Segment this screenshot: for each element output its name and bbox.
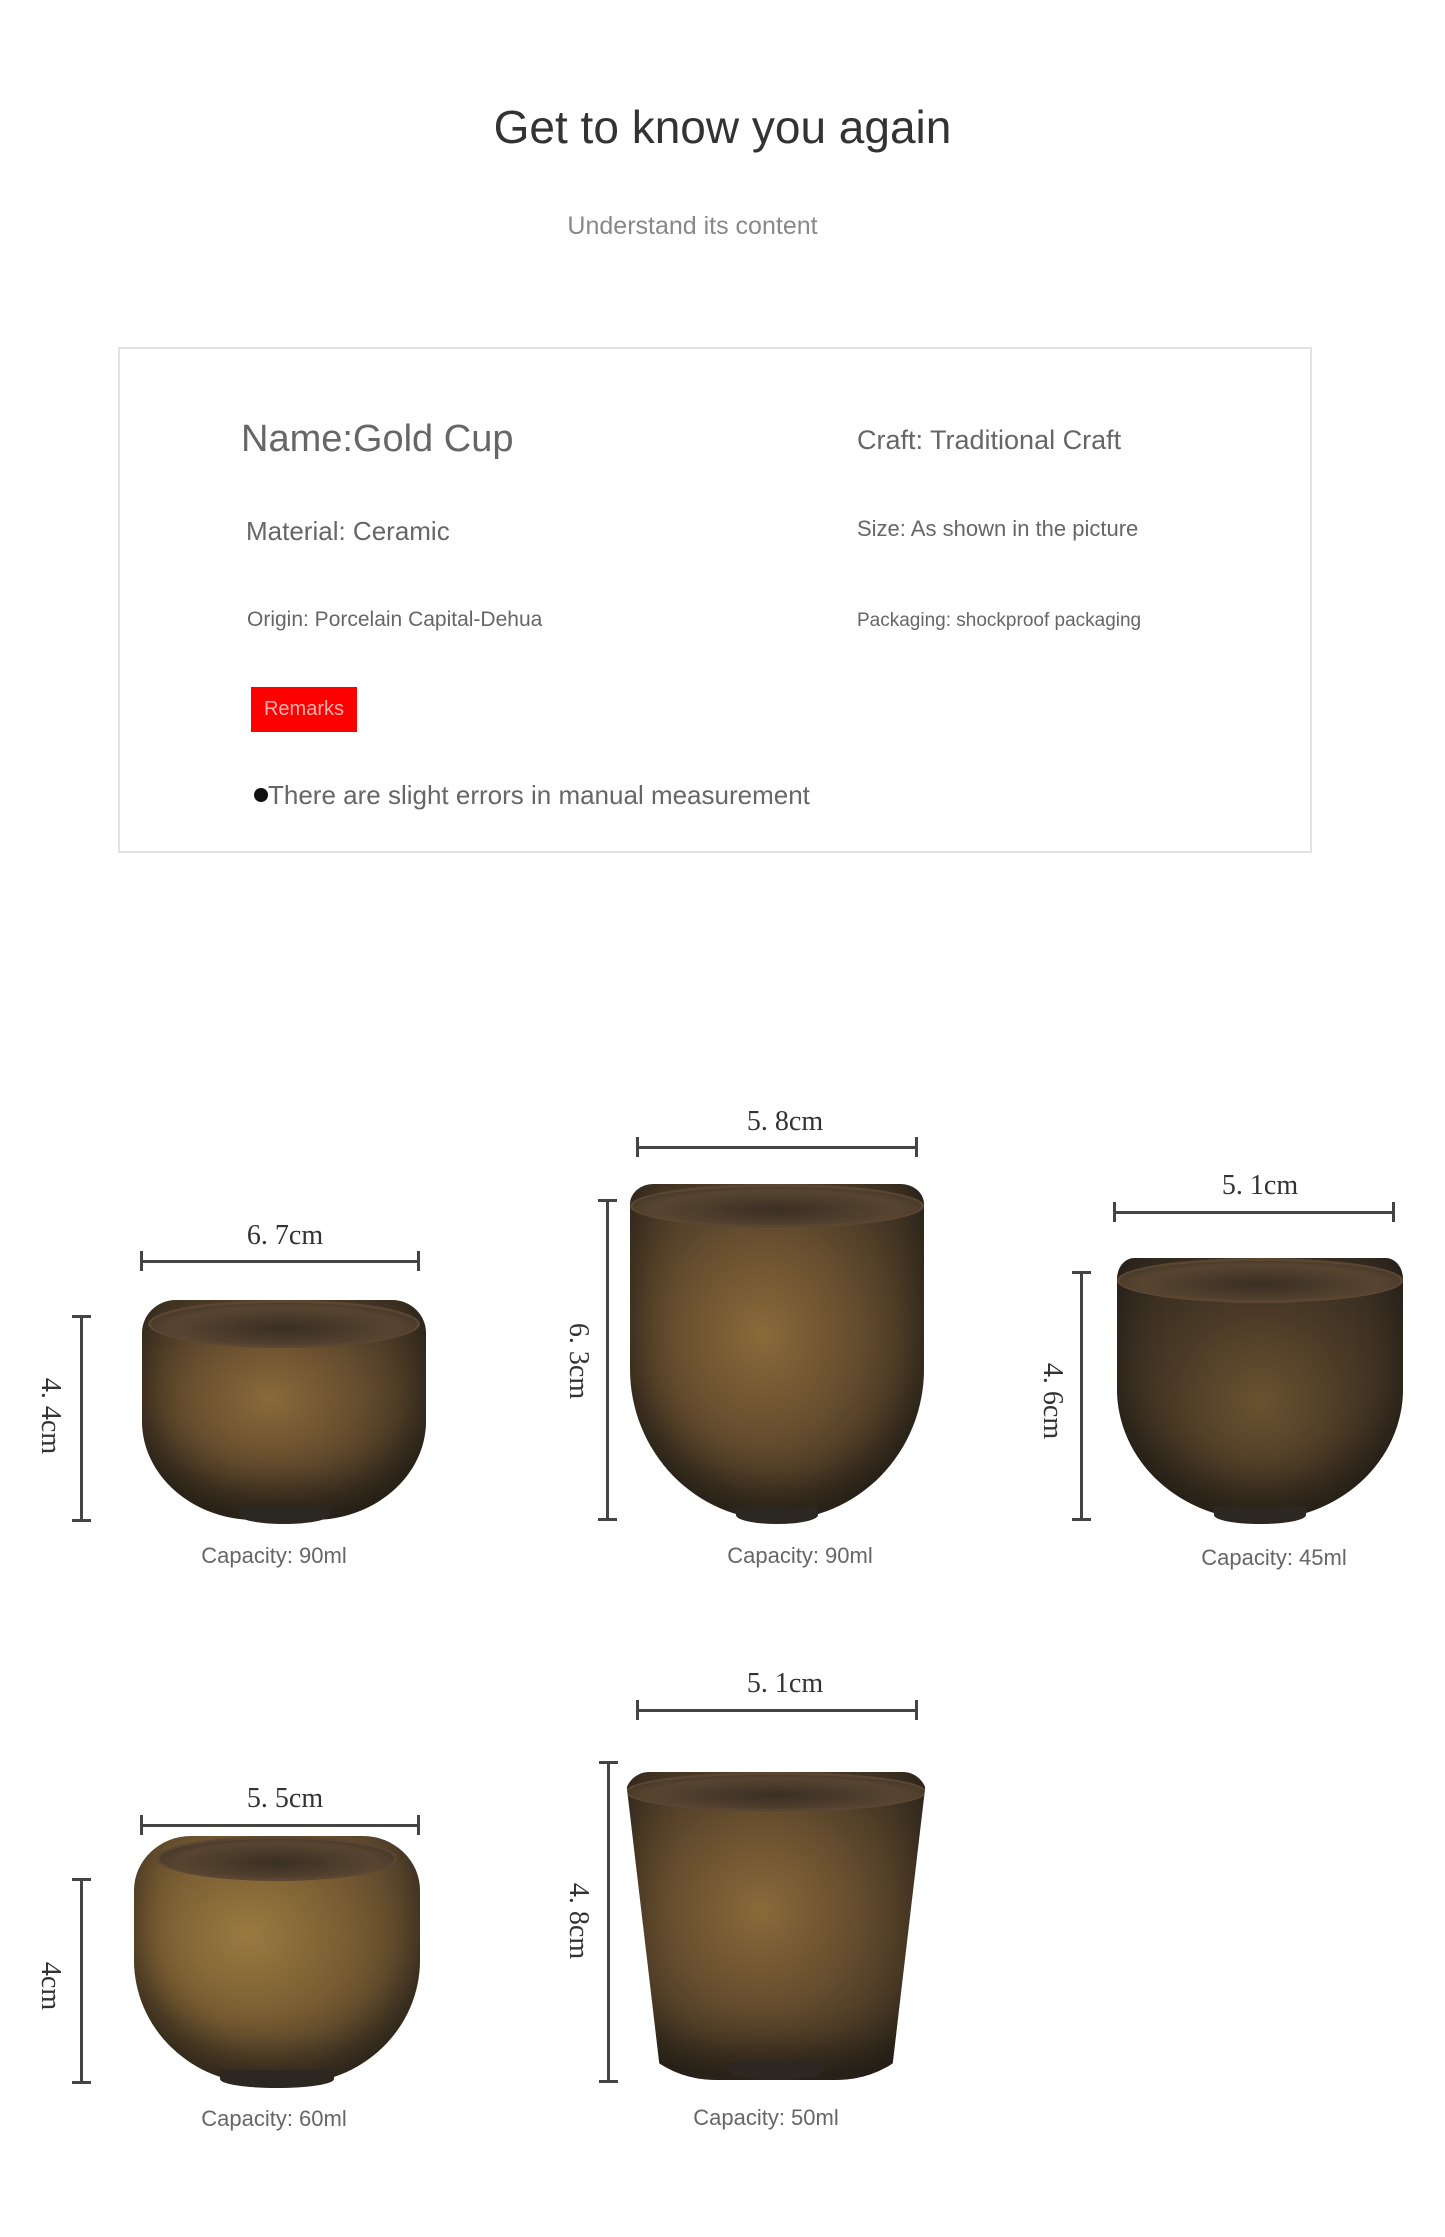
product-craft: Craft: Traditional Craft xyxy=(857,425,1122,455)
cup-5-height-bar xyxy=(607,1761,610,2083)
cup-3-width-label: 5. 1cm xyxy=(1221,1170,1299,1201)
product-material: Material: Ceramic xyxy=(246,516,450,546)
cup-1-capacity: Capacity: 90ml xyxy=(201,1543,347,1568)
cup-3-width-bar xyxy=(1113,1211,1395,1214)
cup-2-width-bar xyxy=(636,1146,918,1149)
cup-4-width-bar xyxy=(140,1824,420,1827)
cup-4-height-label: 4cm xyxy=(35,1961,66,2011)
product-size: Size: As shown in the picture xyxy=(857,516,1139,541)
cup-5-image xyxy=(625,1772,927,2080)
page-subtitle: Understand its content xyxy=(567,212,818,240)
cup-4-width-label: 5. 5cm xyxy=(246,1783,324,1814)
cup-4-height-bar xyxy=(80,1878,83,2084)
cup-2-width-label: 5. 8cm xyxy=(746,1106,824,1137)
page-title: Get to know you again xyxy=(493,101,952,153)
cup-1-width-label: 6. 7cm xyxy=(246,1220,324,1251)
cup-3-height-label: 4. 6cm xyxy=(1037,1362,1068,1440)
cup-3-image xyxy=(1117,1258,1403,1520)
cup-3-height-bar xyxy=(1080,1271,1083,1521)
product-packaging: Packaging: shockproof packaging xyxy=(857,610,1142,631)
cup-1-width-bar xyxy=(140,1260,420,1263)
product-name: Name:Gold Cup xyxy=(241,418,514,460)
cup-1-image xyxy=(142,1300,426,1520)
cup-5-capacity: Capacity: 50ml xyxy=(693,2105,839,2130)
measurement-note xyxy=(254,780,810,811)
cup-5-width-bar xyxy=(636,1709,918,1712)
measurement-note-text: There are slight errors in manual measurement xyxy=(268,780,810,810)
cup-1-height-bar xyxy=(80,1315,83,1522)
cup-5-height-label: 4. 8cm xyxy=(563,1882,594,1960)
cup-4-image xyxy=(134,1836,420,2084)
product-origin: Origin: Porcelain Capital-Dehua xyxy=(247,608,543,631)
cup-4-capacity: Capacity: 60ml xyxy=(201,2106,347,2131)
cup-5-width-label: 5. 1cm xyxy=(746,1668,824,1699)
bullet-icon xyxy=(254,788,268,802)
remarks-badge: Remarks xyxy=(251,687,357,732)
cup-2-height-bar xyxy=(606,1199,609,1521)
cup-2-image xyxy=(630,1184,924,1520)
cup-1-height-label: 4. 4cm xyxy=(35,1377,66,1455)
cup-2-height-label: 6. 3cm xyxy=(563,1322,594,1400)
cup-3-capacity: Capacity: 45ml xyxy=(1201,1545,1347,1570)
cup-2-capacity: Capacity: 90ml xyxy=(727,1543,873,1568)
